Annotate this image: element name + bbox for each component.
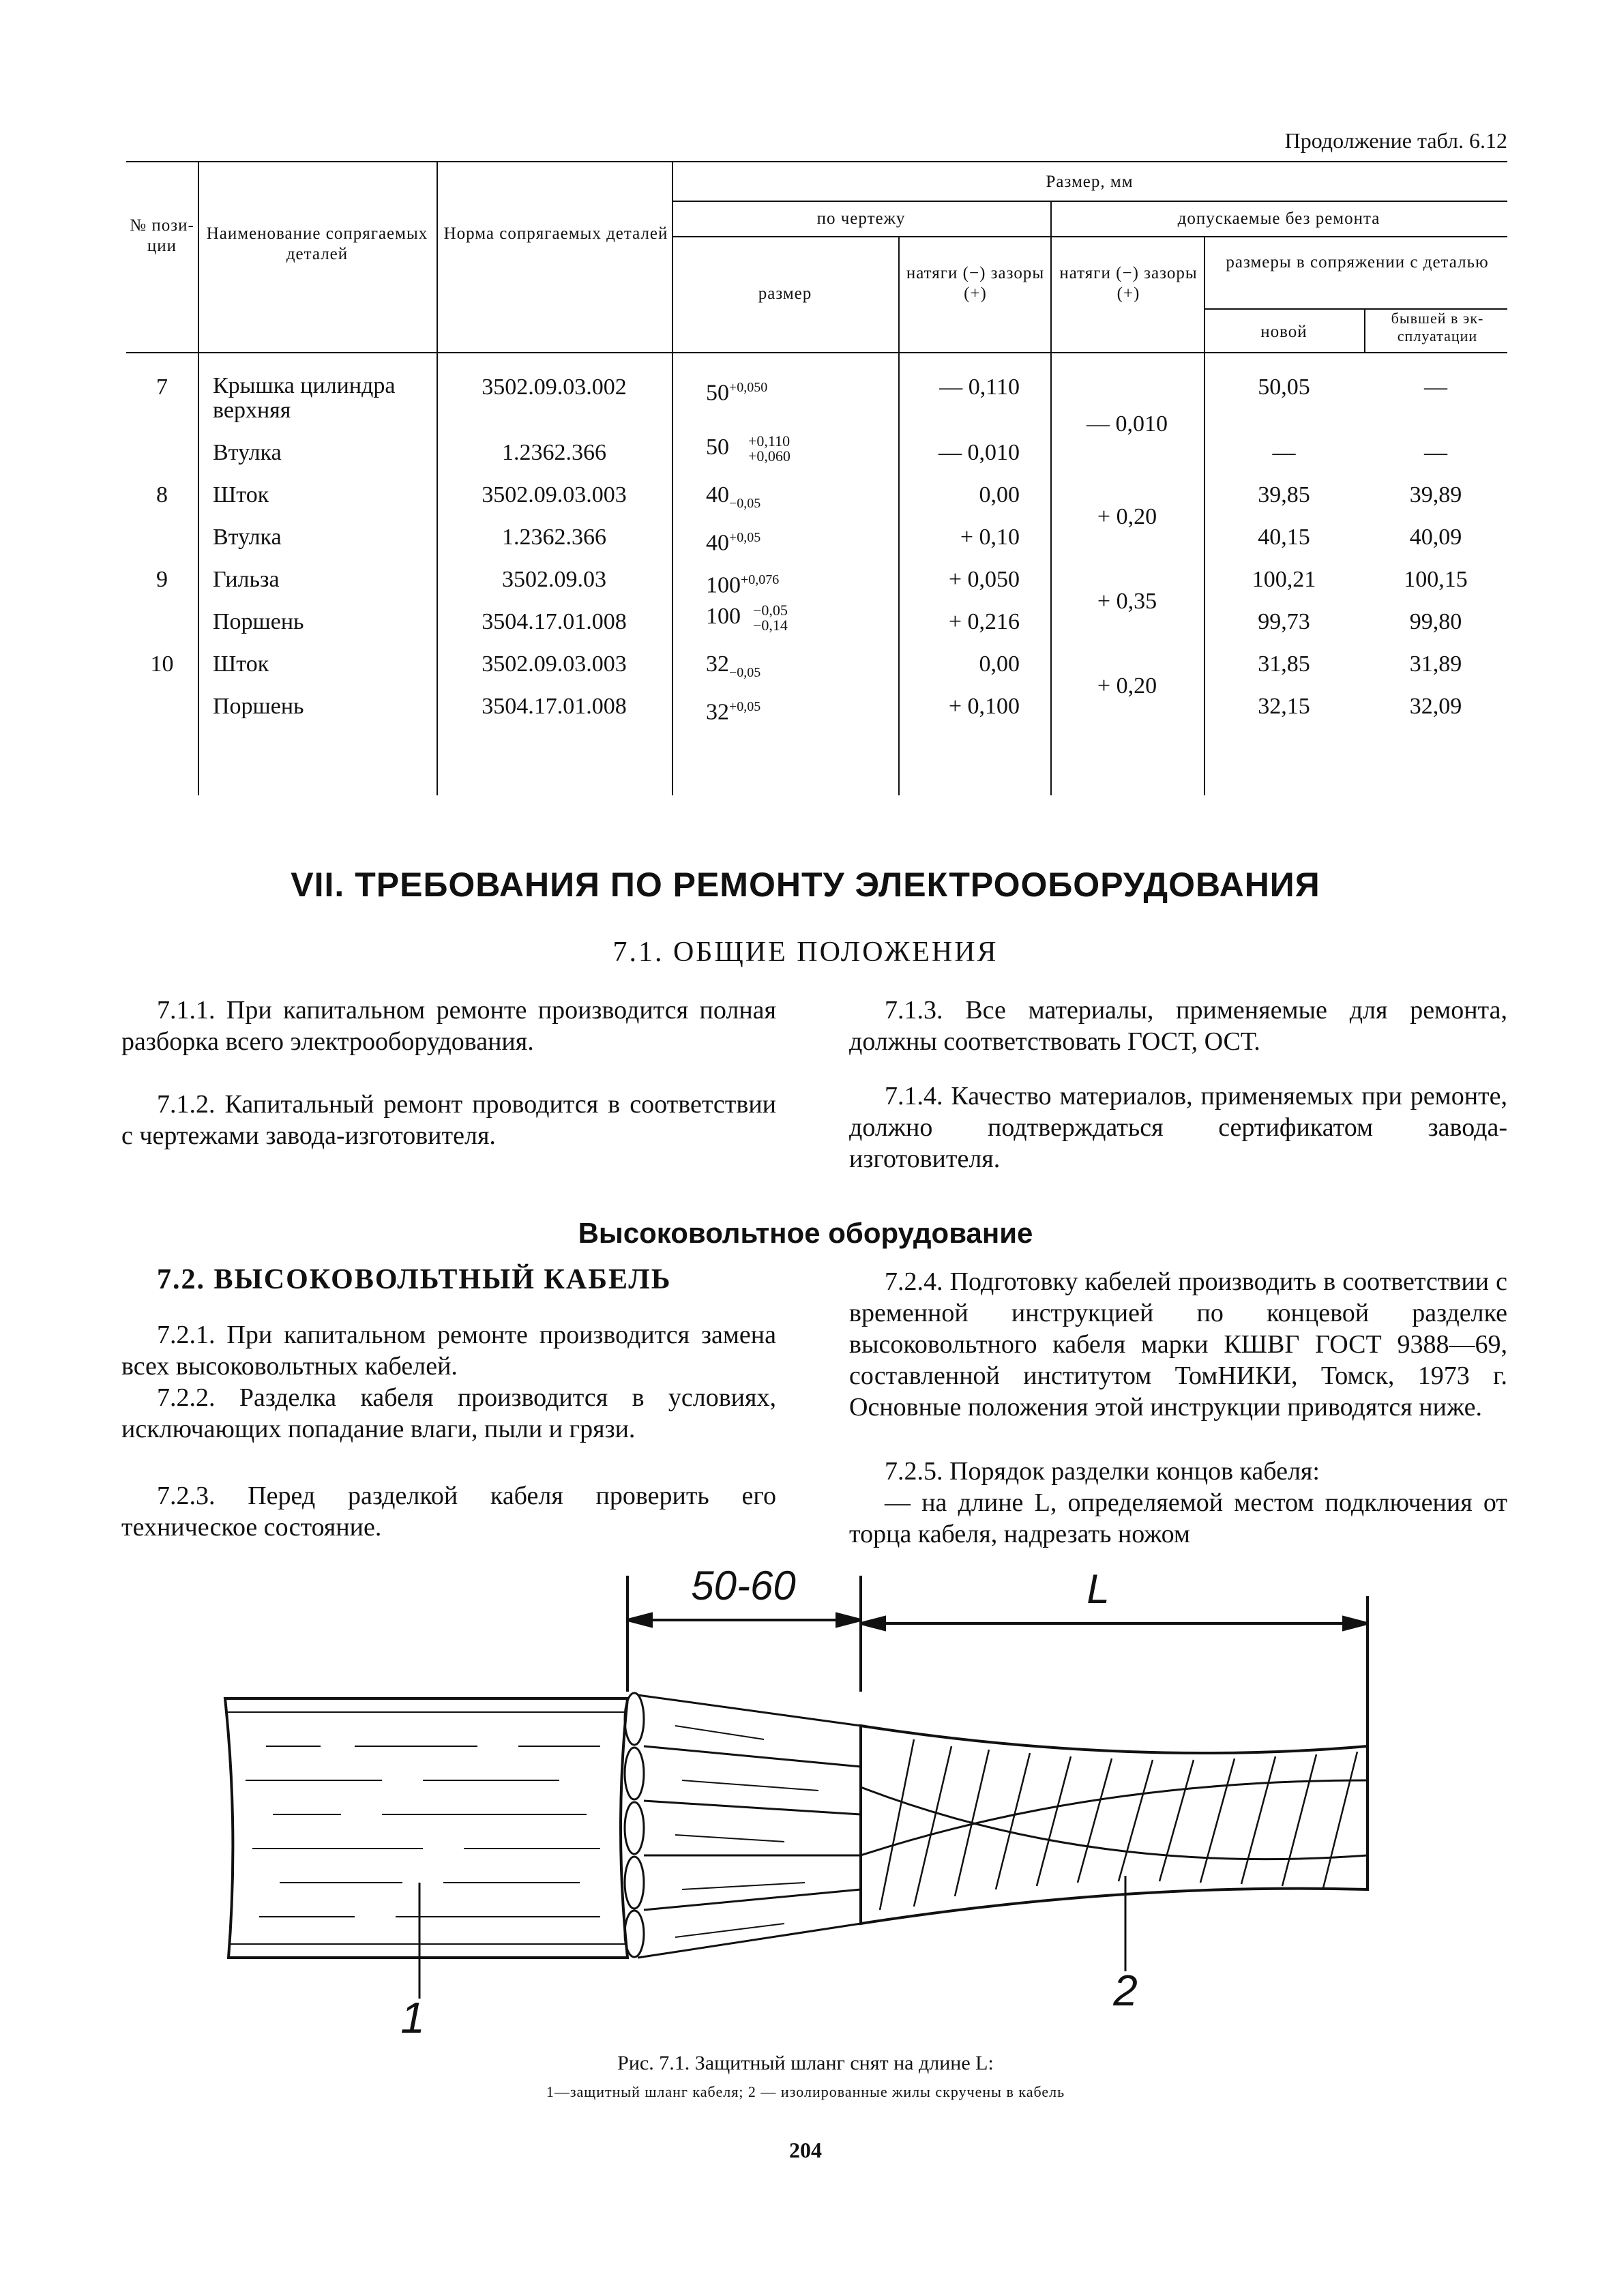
- table-cell-size: $50^{+0,050}$: [706, 380, 768, 406]
- figure-label-1: 1: [400, 1993, 425, 2033]
- table-cell-size: $40^{+0,05}$: [706, 530, 761, 556]
- table-cell-fit: — 0,010: [938, 440, 1020, 465]
- table-cell-size: 100 −0,05 −0,14: [706, 602, 788, 634]
- paragraph-7-1-4: 7.1.4. Качество материалов, применяемых при ремонте, должно подтверждаться сертификатом завода-изготовителя.: [849, 1082, 1507, 1173]
- table-cell-used: 99,80: [1409, 609, 1462, 634]
- paragraph-7-2-3: 7.2.3. Перед разделкой кабеля проверить его техническое состояние.: [121, 1482, 776, 1542]
- header-position: № пози- ции: [130, 216, 194, 255]
- dimension-l: L: [1087, 1566, 1110, 1612]
- table-cell-pos: 7: [156, 374, 168, 400]
- table-cell-allowed-fit: + 0,20: [1097, 504, 1157, 529]
- paragraph-7-2-5-item: — на длине L, определяемой местом подключения от торца кабеля, надрезать ножом: [849, 1488, 1507, 1548]
- header-size-mm: Размер, мм: [1046, 173, 1134, 191]
- table-cell-fit: + 0,100: [948, 694, 1020, 719]
- table-cell-name: Поршень: [213, 609, 304, 634]
- table-cell-name: Крышка цилиндра верхняя: [213, 373, 396, 423]
- table-cell-new: 32,15: [1258, 694, 1310, 719]
- table-cell-used: —: [1424, 374, 1447, 400]
- table-cell-used: 100,15: [1404, 567, 1468, 592]
- table-cell-new: 99,73: [1258, 609, 1310, 634]
- table-cell-name: Втулка: [213, 525, 282, 550]
- table-cell-norm: 1.2362.366: [502, 525, 606, 550]
- paragraph-7-2-2: 7.2.2. Разделка кабеля производится в условиях, исключающих попадание влаги, пыли и грязи.: [121, 1383, 776, 1443]
- table-cell-norm: 3502.09.03.002: [482, 374, 627, 400]
- table-cell-pos: 8: [156, 482, 168, 507]
- table-cell-size: 50 +0,110 +0,060: [706, 432, 790, 465]
- header-fit-allowed: натяги (−) зазоры (+): [1059, 264, 1198, 303]
- table-cell-norm: 3502.09.03.003: [482, 651, 627, 677]
- table-cell-name: Втулка: [213, 440, 282, 465]
- table-cell-pos: 9: [156, 567, 168, 592]
- figure-label-2: 2: [1113, 1966, 1138, 2015]
- table-cell-new: 40,15: [1258, 525, 1310, 550]
- paragraph-7-2-4: 7.2.4. Подготовку кабелей производить в соответствии с временной инструкцией по концевой разделке высоковольтного кабеля марки КШВГ ГОСТ 9388—69, составленной институтом ТомНИКИ, Томск, 1973 г. Основные положения этой инструкции приводятся ниже.: [849, 1267, 1507, 1422]
- table-cell-fit: + 0,050: [948, 567, 1020, 592]
- header-used: бывшей в эк- сплуатации: [1391, 310, 1484, 344]
- table-cell-used: 31,89: [1409, 651, 1462, 677]
- table-cell-fit: + 0,10: [960, 525, 1020, 550]
- table-cell-size: $40_{-0,05}$: [706, 482, 761, 511]
- dimension-50-60: 50-60: [691, 1563, 796, 1608]
- table-cell-name: Гильза: [213, 567, 280, 592]
- subsection-title: 7.1. ОБЩИЕ ПОЛОЖЕНИЯ: [612, 937, 999, 968]
- table-cell-norm: 1.2362.366: [502, 440, 606, 465]
- table-cell-allowed-fit: + 0,35: [1097, 589, 1157, 614]
- header-in-pair: размеры в сопряжении с деталью: [1226, 253, 1489, 271]
- table-cell-norm: 3504.17.01.008: [482, 694, 627, 719]
- header-name: Наименование сопрягаемых деталей: [206, 224, 428, 263]
- table-cell-norm: 3504.17.01.008: [482, 609, 627, 634]
- table-cell-used: 32,09: [1409, 694, 1462, 719]
- table-cell-fit: — 0,110: [939, 374, 1020, 400]
- table-cell-new: 100,21: [1252, 567, 1316, 592]
- table-cell-new: 39,85: [1258, 482, 1310, 507]
- cable-figure: [0, 1555, 1611, 2033]
- table-cell-fit: 0,00: [979, 482, 1020, 507]
- table-cell-allowed-fit: + 0,20: [1097, 673, 1157, 698]
- paragraph-7-2-1: 7.2.1. При капитальном ремонте производится замена всех высоковольтных кабелей.: [121, 1321, 776, 1381]
- table-cell-size: $32_{-0,05}$: [706, 651, 761, 680]
- paragraph-7-2-5: 7.2.5. Порядок разделки концов кабеля:: [885, 1457, 1320, 1486]
- table-cell-pos: 10: [150, 651, 174, 677]
- table-cell-fit: + 0,216: [948, 609, 1020, 634]
- paragraph-7-1-1: 7.1.1. При капитальном ремонте производится полная разборка всего электрооборудования.: [121, 996, 776, 1056]
- table-cell-name: Шток: [213, 651, 269, 677]
- table-cell-norm: 3502.09.03: [502, 567, 606, 592]
- figure-caption: Рис. 7.1. Защитный шланг снят на длине L:: [617, 2052, 994, 2074]
- table-cell-size: $32^{+0,05}$: [706, 699, 761, 725]
- table-cell-fit: 0,00: [979, 651, 1020, 677]
- table-cell-used: 39,89: [1409, 482, 1462, 507]
- table-cell-name: Поршень: [213, 694, 304, 719]
- header-new: новой: [1260, 323, 1307, 341]
- table-cell-new: —: [1272, 440, 1296, 465]
- header-norm: Норма сопрягаемых деталей: [443, 224, 668, 243]
- header-size: размер: [758, 284, 812, 303]
- table-cell-norm: 3502.09.03.003: [482, 482, 627, 507]
- table-cell-used: —: [1424, 440, 1447, 465]
- data-table: [126, 161, 1507, 795]
- header-fit-drawing: натяги (−) зазоры (+): [906, 264, 1045, 303]
- table-cell-name: Шток: [213, 482, 269, 507]
- hv-equipment-heading: Высоковольтное оборудование: [578, 1217, 1033, 1249]
- table-continuation-label: Продолжение табл. 6.12: [1284, 128, 1507, 153]
- subsection-title-7-2: 7.2. ВЫСОКОВОЛЬТНЫЙ КАБЕЛЬ: [157, 1264, 672, 1295]
- page-number: 204: [789, 2138, 822, 2162]
- figure-caption-note: 1—защитный шланг кабеля; 2 — изолированные жилы скручены в кабель: [546, 2083, 1065, 2100]
- table-cell-new: 31,85: [1258, 651, 1310, 677]
- paragraph-7-1-2: 7.1.2. Капитальный ремонт проводится в соответствии с чертежами завода-изготовителя.: [121, 1090, 776, 1150]
- header-allowed: допускаемые без ремонта: [1177, 209, 1380, 228]
- section-title: VII. ТРЕБОВАНИЯ ПО РЕМОНТУ ЭЛЕКТРООБОРУДОВАНИЯ: [291, 866, 1320, 904]
- table-cell-new: 50,05: [1258, 374, 1310, 400]
- paragraph-7-1-3: 7.1.3. Все материалы, применяемые для ремонта, должны соответствовать ГОСТ, ОСТ.: [849, 996, 1507, 1056]
- table-cell-allowed-fit: — 0,010: [1087, 411, 1168, 437]
- header-by-drawing: по чертежу: [816, 209, 906, 228]
- table-cell-size: $100^{+0,076}$: [706, 572, 780, 598]
- table-cell-used: 40,09: [1409, 525, 1462, 550]
